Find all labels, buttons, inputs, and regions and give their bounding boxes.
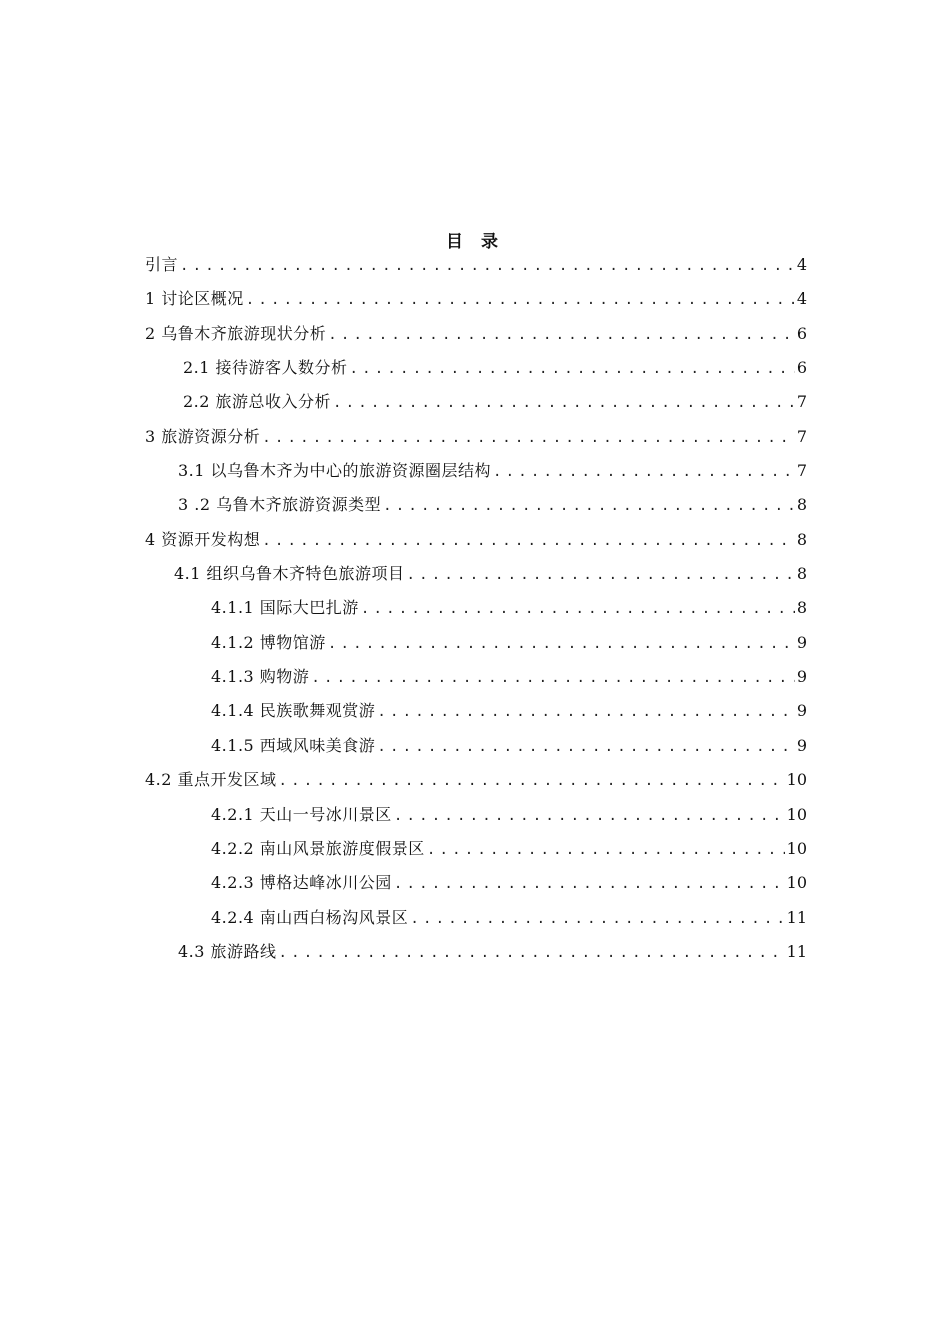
toc-entry-title: 4.2.4 南山西白杨沟风景区 [211,907,409,927]
toc-page-number: 9 [796,667,807,687]
toc-entry-title: 4.2.3 博格达峰冰川公园 [211,873,392,893]
toc-entry[interactable] [145,317,807,351]
toc-page-number: 7 [796,392,807,412]
toc-entry[interactable] [145,248,807,282]
toc-leader-dots [328,627,795,661]
toc-entry[interactable] [145,488,807,522]
toc-leader-dots [279,936,785,970]
toc-leader-dots [361,592,795,626]
toc-page-number: 8 [796,598,807,618]
toc-entry[interactable] [145,832,807,866]
toc-page-number: 9 [796,701,807,721]
toc-entry[interactable] [145,591,807,625]
toc-entry[interactable] [145,660,807,694]
toc-entry-title: 4.1.3 购物游 [211,667,310,687]
toc-entry-title: 4.2.2 南山风景旅游度假景区 [211,838,425,858]
toc-page-number: 10 [786,873,807,893]
toc-leader-dots [383,489,795,523]
toc-leader-dots [493,455,795,489]
toc-page-number: 7 [796,461,807,481]
toc-leader-dots [333,386,795,420]
toc-leader-dots [262,421,795,455]
toc-page-number: 6 [796,358,807,378]
toc-page-number: 10 [786,770,807,790]
table-of-contents [145,248,807,969]
toc-page-number: 9 [796,632,807,652]
toc-page-number: 8 [796,529,807,549]
toc-entry[interactable] [145,282,807,316]
toc-page-number: 4 [796,289,807,309]
toc-entry-title: 3.1 以乌鲁木齐为中心的旅游资源圈层结构 [178,461,492,481]
toc-leader-dots [407,558,795,592]
toc-entry-title: 4.1.2 博物馆游 [211,632,326,652]
toc-page-number: 10 [786,838,807,858]
toc-entry-title: 2.2 旅游总收入分析 [183,392,332,412]
toc-leader-dots [394,867,785,901]
toc-entry-title: 4.1 组织乌鲁木齐特色旅游项目 [174,564,405,584]
toc-leader-dots [311,661,795,695]
toc-page-number: 4 [796,255,807,274]
toc-entry[interactable] [145,763,807,797]
toc-entry[interactable] [145,729,807,763]
toc-entry[interactable] [145,385,807,419]
toc-page-number: 11 [786,907,807,927]
toc-entry-title: 4.2 重点开发区域 [145,770,277,790]
toc-leader-dots [279,764,785,798]
toc-entry-title: 4.2.1 天山一号冰川景区 [211,804,392,824]
toc-leader-dots [262,524,795,558]
toc-entry-title: 4 资源开发构想 [145,529,261,549]
toc-entry[interactable] [145,694,807,728]
toc-entry-title: 2.1 接待游客人数分析 [183,358,348,378]
toc-page-number: 8 [796,564,807,584]
toc-leader-dots [377,695,795,729]
toc-entry[interactable] [145,420,807,454]
toc-leader-dots [180,249,795,283]
toc-entry-title: 引言 [145,255,179,274]
toc-entry-title: 4.1.4 民族歌舞观赏游 [211,701,376,721]
toc-page-number: 11 [786,941,807,961]
toc-leader-dots [410,902,784,936]
toc-leader-dots [246,283,795,317]
toc-entry-title: 4.3 旅游路线 [178,941,277,961]
toc-entry[interactable] [145,901,807,935]
toc-leader-dots [427,833,785,867]
toc-page-number: 9 [796,735,807,755]
toc-page-number: 10 [786,804,807,824]
toc-leader-dots [377,730,795,764]
toc-entry-title: 4.1.1 国际大巴扎游 [211,598,359,618]
toc-entry[interactable] [145,935,807,969]
toc-entry-title: 4.1.5 西域风味美食游 [211,735,376,755]
toc-page-number: 8 [796,495,807,515]
toc-entry[interactable] [145,557,807,591]
toc-entry[interactable] [145,523,807,557]
toc-entry[interactable] [145,626,807,660]
toc-entry-title: 3 .2 乌鲁木齐旅游资源类型 [178,495,382,515]
toc-entry[interactable] [145,454,807,488]
toc-entry[interactable] [145,866,807,900]
toc-title: 目 录 [446,232,504,252]
toc-entry-title: 1 讨论区概况 [145,289,244,309]
toc-leader-dots [328,318,795,352]
toc-page-number: 6 [796,323,807,343]
toc-entry-title: 2 乌鲁木齐旅游现状分析 [145,323,327,343]
toc-page-number: 7 [796,426,807,446]
toc-entry[interactable] [145,798,807,832]
toc-leader-dots [350,352,795,386]
toc-entry[interactable] [145,351,807,385]
toc-entry-title: 3 旅游资源分析 [145,426,261,446]
toc-leader-dots [394,799,785,833]
